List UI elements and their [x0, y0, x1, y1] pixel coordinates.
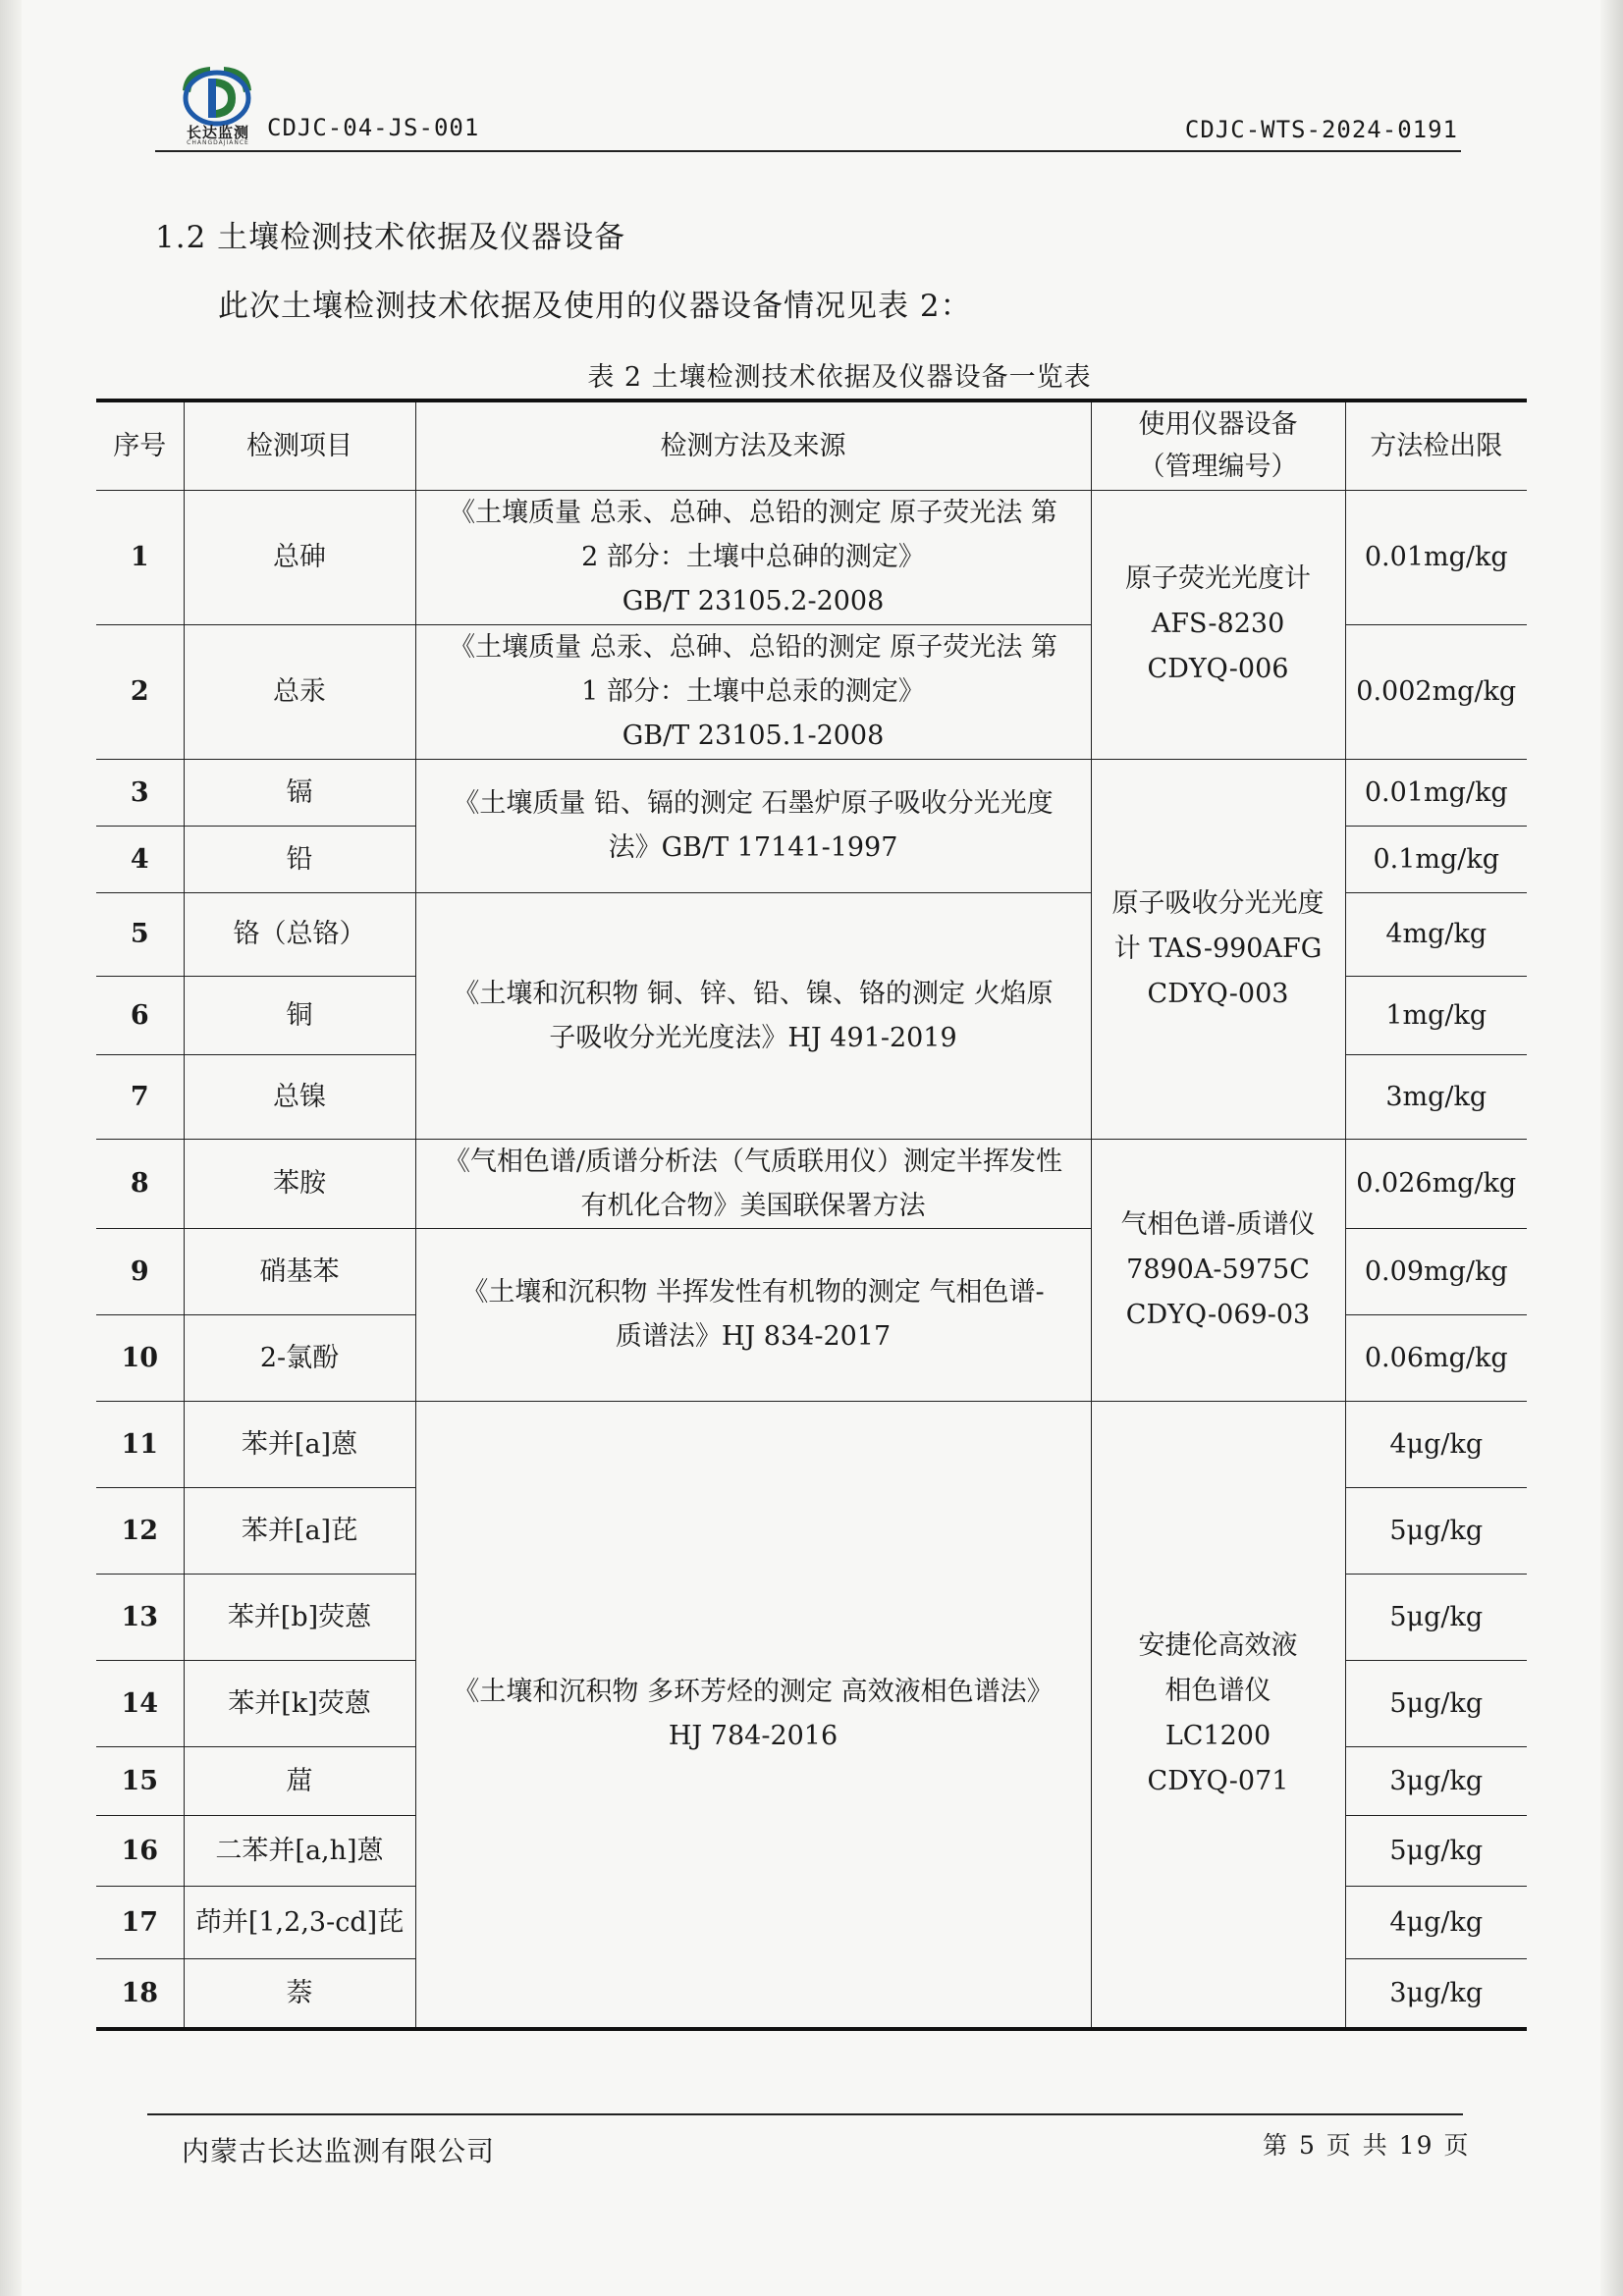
method-cell: [415, 892, 1091, 1139]
table-row: [96, 490, 1527, 624]
row-limit: 0.01mg/kg: [1345, 759, 1527, 826]
row-item: 苯并[a]芘: [184, 1487, 415, 1574]
method-line: 《土壤和沉积物 多环芳烃的测定 高效液相色谱法》: [453, 1677, 1054, 1708]
row-index: 13: [96, 1574, 184, 1660]
method-line: 子吸收分光光度法》HJ 491-2019: [549, 1022, 957, 1053]
row-limit: 3mg/kg: [1345, 1054, 1527, 1139]
equipment-line: 气相色谱-质谱仪: [1120, 1208, 1316, 1240]
equipment-line: 7890A-5975C: [1126, 1254, 1310, 1285]
row-index: 11: [96, 1401, 184, 1487]
equipment-line: 相色谱仪: [1164, 1676, 1271, 1707]
table-row: [96, 1139, 1527, 1228]
table-row: [96, 1401, 1527, 1487]
logo-text: 长达监测: [186, 124, 249, 141]
method-cell: [415, 624, 1091, 759]
method-line: 《土壤和沉积物 铜、锌、铅、镍、铬的测定 火焰原: [453, 978, 1054, 1009]
row-item: 铜: [184, 976, 415, 1054]
row-limit: 4mg/kg: [1345, 892, 1527, 976]
row-index: 14: [96, 1660, 184, 1746]
logo-subtext: CHANGDAJIANCE: [187, 139, 249, 146]
report-number: CDJC-WTS-2024-0191: [1184, 116, 1458, 143]
table-header-row: [96, 400, 1527, 490]
scan-edge-left: [0, 0, 22, 2296]
row-limit: 3μg/kg: [1345, 1746, 1527, 1815]
row-index: 4: [96, 826, 184, 892]
method-line: 有机化合物》美国联保署方法: [580, 1190, 926, 1221]
equipment-line: CDYQ-069-03: [1125, 1299, 1311, 1330]
method-cell: [415, 490, 1091, 624]
col-header-equipment: [1091, 400, 1345, 490]
row-index: 10: [96, 1314, 184, 1401]
row-limit: 5μg/kg: [1345, 1660, 1527, 1746]
intro-paragraph: 此次土壤检测技术依据及使用的仪器设备情况见表 2：: [218, 289, 972, 324]
col-header-limit: 方法检出限: [1345, 400, 1527, 490]
row-index: 8: [96, 1139, 184, 1228]
row-limit: 0.1mg/kg: [1345, 826, 1527, 892]
row-item: 2-氯酚: [184, 1314, 415, 1401]
page-indicator: 第 5 页 共 19 页: [1263, 2131, 1471, 2160]
method-line: GB/T 23105.1-2008: [622, 721, 885, 751]
method-line: 《土壤质量 铅、镉的测定 石墨炉原子吸收分光光度: [453, 788, 1054, 819]
row-item: 茚并[1,2,3-cd]芘: [184, 1886, 415, 1958]
equipment-cell: [1091, 490, 1345, 759]
row-item: 总镍: [184, 1054, 415, 1139]
row-limit: 0.026mg/kg: [1345, 1139, 1527, 1228]
row-limit: 5μg/kg: [1345, 1574, 1527, 1660]
method-line: GB/T 23105.2-2008: [622, 586, 885, 616]
method-line: 1 部分：土壤中总汞的测定》: [581, 676, 925, 707]
footer-rule: [147, 2113, 1463, 2115]
row-item: 铅: [184, 826, 415, 892]
method-line: 质谱法》HJ 834-2017: [615, 1321, 892, 1352]
equipment-line: LC1200: [1164, 1721, 1271, 1752]
row-index: 3: [96, 759, 184, 826]
row-item: 镉: [184, 759, 415, 826]
row-limit: 0.002mg/kg: [1345, 624, 1527, 759]
row-item: 苯并[a]蒽: [184, 1401, 415, 1487]
table-row: [96, 759, 1527, 826]
col-header-method: 检测方法及来源: [415, 400, 1091, 490]
company-name: 内蒙古长达监测有限公司: [182, 2135, 496, 2167]
row-item: 铬（总铬）: [184, 892, 415, 976]
row-index: 1: [96, 490, 184, 624]
col-header-equipment-line1: 使用仪器设备: [1138, 409, 1298, 441]
scan-edge-right: [1600, 0, 1623, 2296]
row-item: 二苯并[a,h]蒽: [184, 1815, 415, 1886]
row-limit: 0.09mg/kg: [1345, 1228, 1527, 1314]
table-caption: 表 2 土壤检测技术依据及仪器设备一览表: [587, 362, 1092, 393]
method-line: HJ 784-2016: [668, 1721, 839, 1752]
method-line: 2 部分：土壤中总砷的测定》: [581, 542, 925, 572]
method-line: 《土壤质量 总汞、总砷、总铅的测定 原子荧光法 第: [449, 632, 1057, 663]
equipment-line: AFS-8230: [1151, 609, 1285, 639]
row-limit: 5μg/kg: [1345, 1815, 1527, 1886]
row-item: 苯并[b]荧蒽: [184, 1574, 415, 1660]
col-header-equipment-line2: （管理编号）: [1138, 452, 1298, 483]
method-line: 《土壤和沉积物 半挥发性有机物的测定 气相色谱-: [461, 1277, 1045, 1308]
equipment-line: CDYQ-071: [1147, 1766, 1289, 1797]
row-index: 2: [96, 624, 184, 759]
equipment-line: 原子吸收分光光度: [1111, 887, 1325, 919]
row-item: 䓛: [184, 1746, 415, 1815]
equipment-cell: [1091, 759, 1345, 1139]
row-index: 9: [96, 1228, 184, 1314]
col-header-index: 序号: [96, 400, 184, 490]
row-index: 16: [96, 1815, 184, 1886]
row-limit: 0.06mg/kg: [1345, 1314, 1527, 1401]
header-rule: [155, 150, 1461, 152]
method-line: 《土壤质量 总汞、总砷、总铅的测定 原子荧光法 第: [449, 498, 1057, 528]
section-heading: 1.2 土壤检测技术依据及仪器设备: [155, 220, 626, 255]
row-item: 硝基苯: [184, 1228, 415, 1314]
row-item: 苯并[k]荧蒽: [184, 1660, 415, 1746]
row-item: 苯胺: [184, 1139, 415, 1228]
row-limit: 4μg/kg: [1345, 1886, 1527, 1958]
row-index: 12: [96, 1487, 184, 1574]
row-item: 总砷: [184, 490, 415, 624]
method-cell: [415, 1401, 1091, 2029]
row-index: 18: [96, 1958, 184, 2029]
row-item: 萘: [184, 1958, 415, 2029]
equipment-line: CDYQ-003: [1147, 978, 1289, 1009]
equipment-line: CDYQ-006: [1147, 654, 1289, 684]
row-limit: 5μg/kg: [1345, 1487, 1527, 1574]
row-index: 5: [96, 892, 184, 976]
method-cell: [415, 759, 1091, 892]
row-index: 17: [96, 1886, 184, 1958]
equipment-line: 原子荧光光度计: [1125, 563, 1311, 594]
row-limit: 1mg/kg: [1345, 976, 1527, 1054]
col-header-item: 检测项目: [184, 400, 415, 490]
row-item: 总汞: [184, 624, 415, 759]
method-cell: [415, 1139, 1091, 1228]
equipment-line: 计 TAS-990AFG: [1113, 933, 1323, 964]
row-index: 7: [96, 1054, 184, 1139]
doc-code: CDJC-04-JS-001: [267, 114, 480, 141]
equipment-table: [96, 399, 1527, 2031]
row-limit: 0.01mg/kg: [1345, 490, 1527, 624]
equipment-cell: [1091, 1139, 1345, 1401]
equipment-line: 安捷伦高效液: [1138, 1630, 1298, 1662]
equipment-cell: [1091, 1401, 1345, 2029]
method-line: 法》GB/T 17141-1997: [608, 832, 898, 863]
row-limit: 3μg/kg: [1345, 1958, 1527, 2029]
method-line: 《气相色谱/质谱分析法（气质联用仪）测定半挥发性: [443, 1146, 1063, 1177]
row-index: 15: [96, 1746, 184, 1815]
row-limit: 4μg/kg: [1345, 1401, 1527, 1487]
row-index: 6: [96, 976, 184, 1054]
method-cell: [415, 1228, 1091, 1401]
